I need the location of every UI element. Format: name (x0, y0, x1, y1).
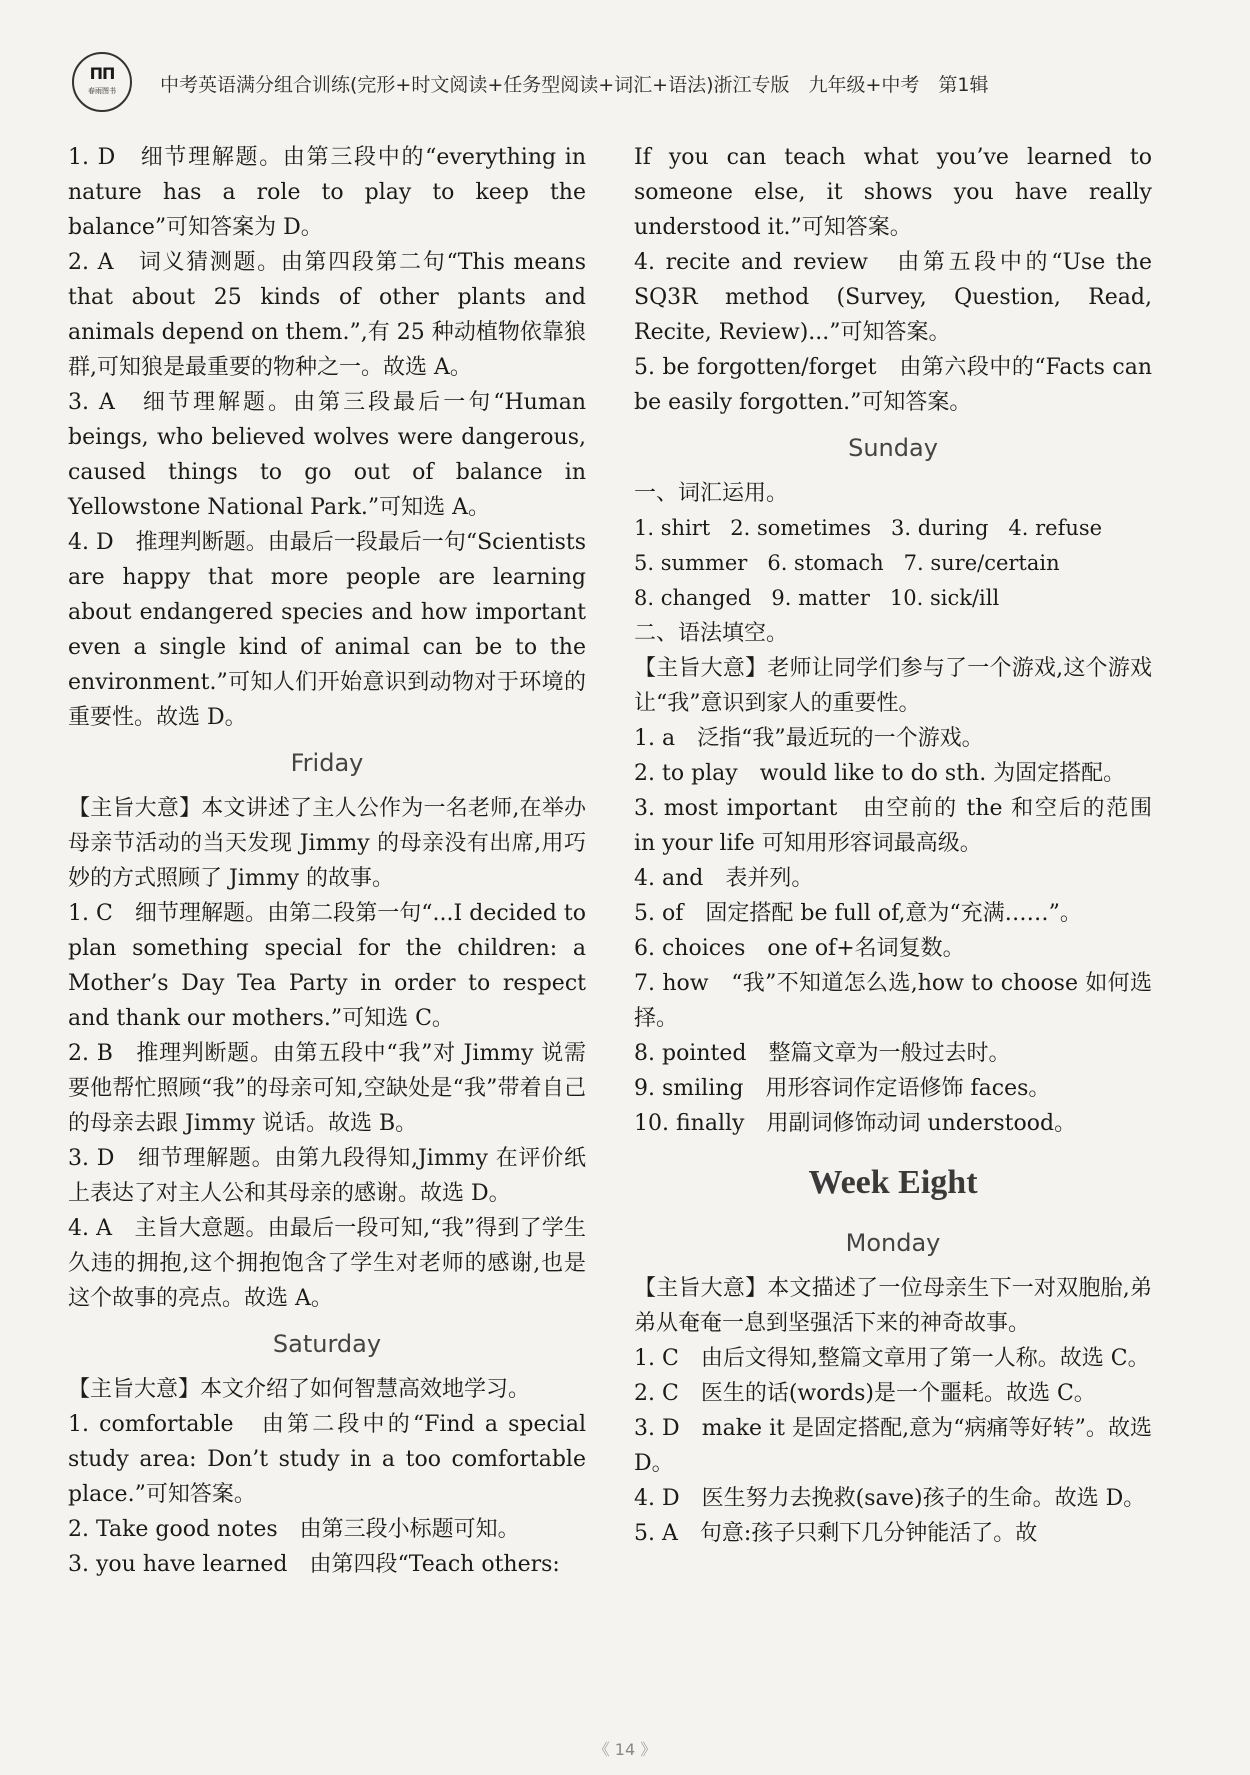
answer-paragraph: 4. D 推理判断题。由最后一段最后一句“Scientists are happy that more people are learning about endangered species and how important even a single kind of animal can be to the environment.”可知人们开始意识到动物对于环境的重要性。故选 D。 (68, 530, 586, 730)
right-column (634, 140, 1152, 1551)
answer-paragraph: 1. C 由后文得知,整篇文章用了第一人称。故选 C。 (634, 1346, 1150, 1371)
answer-paragraph: 1. a 泛指“我”最近玩的一个游戏。 (634, 726, 984, 751)
week-heading: Week Eight (808, 1164, 978, 1201)
answer-paragraph: 5. of 固定搭配 be full of,意为“充满……”。 (634, 901, 1082, 926)
answer-paragraph: 5. be forgotten/forget 由第六段中的“Facts can be easily forgotten.”可知答案。 (634, 355, 1152, 415)
publisher-logo (72, 52, 132, 112)
answer-paragraph: 2. A 词义猜测题。由第四段第二句“This means that about 25 kinds of other plants and animals depend on them.”,有 25 种动植物依靠狼群,可知狼是最重要的物种之一。故选 A。 (68, 250, 586, 380)
answer-paragraph: 二、语法填空。 (634, 621, 789, 646)
answer-paragraph: 3. D make it 是固定搭配,意为“病痛等好转”。故选 D。 (634, 1416, 1152, 1476)
answer-paragraph: If you can teach what you’ve learned to someone else, it shows you have really understood it.”可知答案。 (634, 145, 1152, 240)
answer-paragraph: 1. C 细节理解题。由第二段第一句“...I decided to plan something special for the children: a Mother’s Day Tea Party in order to respect and thank our mothers.”可知选 C。 (68, 901, 586, 1031)
answer-paragraph: 5. A 句意:孩子只剩下几分钟能活了。故 (634, 1521, 1038, 1546)
answer-paragraph: 10. finally 用副词修饰动词 understood。 (634, 1111, 1077, 1136)
answer-paragraph: 【主旨大意】本文描述了一位母亲生下一对双胞胎,弟弟从奄奄一息到坚强活下来的神奇故事。 (634, 1276, 1152, 1336)
answer-paragraph: 2. to play would like to do sth. 为固定搭配。 (634, 761, 1126, 786)
section-heading: Friday (290, 749, 364, 777)
answer-paragraph: 1. comfortable 由第二段中的“Find a special study area: Don’t study in a too comfortable place.”可知答案。 (68, 1412, 586, 1507)
answer-paragraph: 【主旨大意】老师让同学们参与了一个游戏,这个游戏让“我”意识到家人的重要性。 (634, 656, 1152, 716)
answer-paragraph: 4. and 表并列。 (634, 866, 814, 891)
vocab-answer-row: 5. summer 6. stomach 7. sure/certain (634, 551, 1060, 575)
answer-paragraph: 2. B 推理判断题。由第五段中“我”对 Jimmy 说需要他帮忙照顾“我”的母亲可知,空缺处是“我”带着自己的母亲去跟 Jimmy 说话。故选 B。 (68, 1041, 586, 1136)
answer-paragraph: 7. how “我”不知道怎么选,how to choose 如何选择。 (634, 971, 1152, 1031)
answer-paragraph: 3. you have learned 由第四段“Teach others: (68, 1552, 560, 1577)
logo-mark: ΠΠ (89, 64, 115, 83)
section-heading: Sunday (848, 434, 938, 462)
logo-caption: 春雨图书 (88, 87, 116, 95)
answer-paragraph: 【主旨大意】本文讲述了主人公作为一名老师,在举办母亲节活动的当天发现 Jimmy 的母亲没有出席,用巧妙的方式照顾了 Jimmy 的故事。 (68, 796, 586, 891)
left-column (68, 140, 586, 1582)
answer-paragraph: 一、词汇运用。 (634, 481, 789, 506)
answer-paragraph: 3. A 细节理解题。由第三段最后一句“Human beings, who believed wolves were dangerous, caused things to go out of balance in Yellowstone National Park.”可知选 A。 (68, 390, 586, 520)
answer-paragraph: 4. D 医生努力去挽救(save)孩子的生命。故选 D。 (634, 1486, 1146, 1511)
running-header: 中考英语满分组合训练(完形+时文阅读+任务型阅读+词汇+语法)浙江专版 九年级+中考 第1辑 (160, 74, 989, 96)
answer-paragraph: 4. A 主旨大意题。由最后一段可知,“我”得到了学生久违的拥抱,这个拥抱饱含了学生对老师的感谢,也是这个故事的亮点。故选 A。 (68, 1216, 586, 1311)
answer-paragraph: 2. C 医生的话(words)是一个噩耗。故选 C。 (634, 1381, 1096, 1406)
answer-paragraph: 9. smiling 用形容词作定语修饰 faces。 (634, 1076, 1051, 1101)
answer-paragraph: 3. most important 由空前的 the 和空后的范围 in your life 可知用形容词最高级。 (634, 796, 1152, 856)
answer-paragraph: 3. D 细节理解题。由第九段得知,Jimmy 在评价纸上表达了对主人公和其母亲的感谢。故选 D。 (68, 1146, 586, 1206)
section-heading: Saturday (272, 1330, 382, 1358)
vocab-answer-row: 8. changed 9. matter 10. sick/ill (634, 586, 1000, 610)
answer-paragraph: 6. choices one of+名词复数。 (634, 936, 965, 961)
answer-paragraph: 4. recite and review 由第五段中的“Use the SQ3R method (Survey, Question, Read, Recite, Review)...”可知答案。 (634, 250, 1152, 345)
answer-paragraph: 1. D 细节理解题。由第三段中的“everything in nature has a role to play to keep the balance”可知答案为 D。 (68, 145, 586, 240)
answer-paragraph: 2. Take good notes 由第三段小标题可知。 (68, 1517, 520, 1542)
section-heading: Monday (845, 1229, 941, 1257)
vocab-answer-row: 1. shirt 2. sometimes 3. during 4. refuse (634, 516, 1103, 540)
answer-paragraph: 8. pointed 整篇文章为一般过去时。 (634, 1041, 1011, 1066)
page-number: 《 14 》 (593, 1740, 657, 1759)
answer-paragraph: 【主旨大意】本文介绍了如何智慧高效地学习。 (68, 1377, 531, 1402)
